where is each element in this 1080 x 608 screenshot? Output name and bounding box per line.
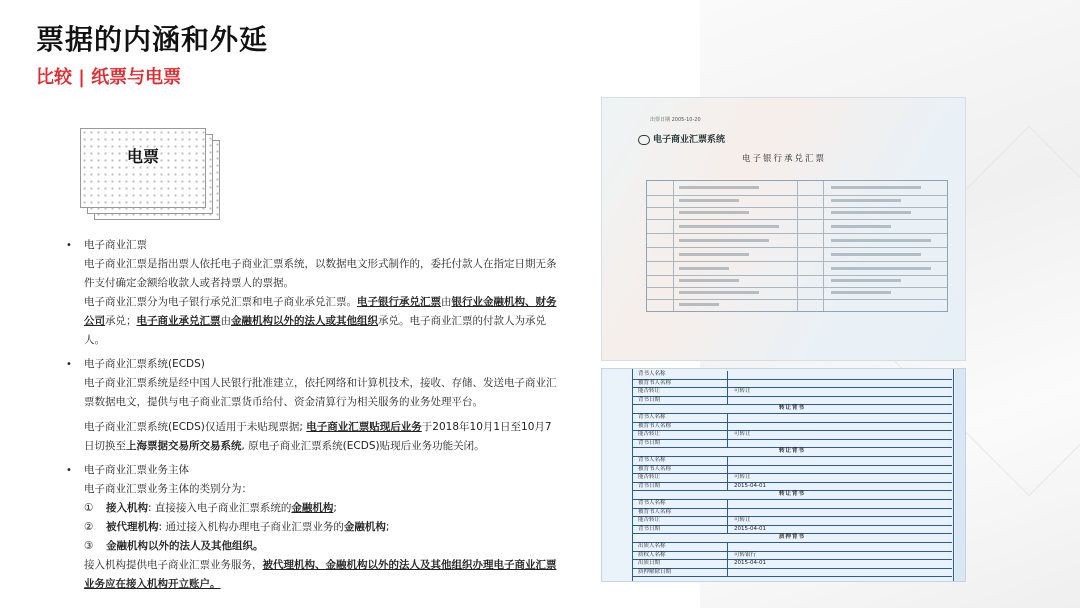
- paragraph: 电子商业汇票系统是经中国人民银行批准建立，依托网络和计算机技术，接收、存储、发送电子商业汇票数据电文，提供与电子商业汇票货币给付、资金清算行为相关服务的业务处理平台。: [84, 377, 557, 408]
- endorsement-field-label: 能否转让: [638, 431, 661, 438]
- endorsement-row: [632, 466, 952, 475]
- endorsement-section-title: [632, 491, 952, 500]
- endorsement-field-label: 能否转让: [638, 517, 661, 524]
- endorsement-field-label: 被背书人名称: [638, 465, 672, 472]
- paragraph: [84, 418, 558, 456]
- endorsement-field-label: 转让背书: [778, 448, 805, 455]
- document-stack-icon: [80, 128, 218, 218]
- endorsement-row: [632, 500, 952, 509]
- main-content: [66, 236, 558, 599]
- e-draft-image: [601, 97, 966, 361]
- text: : 直接接入电子商业汇票系统的: [148, 502, 292, 514]
- endorsement-row: [632, 431, 952, 440]
- endorsement-row: [632, 509, 952, 518]
- endorsement-field-value: 可转银行: [734, 551, 757, 558]
- endorsement-row: [632, 380, 952, 389]
- list-item: [84, 499, 558, 518]
- card-label: 电票: [126, 147, 159, 166]
- text: 接入机构提供电子商业汇票业务服务，: [84, 559, 263, 571]
- paragraph: [84, 293, 558, 350]
- section-business-entities: [66, 461, 558, 594]
- text: 电子商业汇票系统(ECDS)仅适用于未贴现票据;: [84, 421, 307, 433]
- endorsement-field-label: 能否转让: [638, 474, 661, 481]
- logo-text: 电子商业汇票系统: [653, 135, 726, 145]
- highlight-text: 被代理机构: [106, 521, 159, 533]
- endorsement-row: [632, 371, 952, 380]
- endorsement-field-label: 背书日期: [638, 396, 661, 403]
- highlight-text: 接入机构: [106, 502, 148, 514]
- endorsement-row: [632, 560, 952, 569]
- endorsement-row: [632, 388, 952, 397]
- ecds-logo: [638, 132, 725, 145]
- endorsement-field-value: 可转让: [734, 431, 751, 438]
- list-number: ①: [84, 502, 94, 514]
- highlight-text: 金融机构: [291, 502, 334, 514]
- highlight-text: 电子银行承兑汇票: [357, 296, 441, 308]
- endorsement-row: [632, 423, 952, 432]
- list-item: [84, 518, 558, 537]
- draft-title: 电子银行承兑汇票: [742, 154, 827, 164]
- endorsement-field-label: 质押背书: [778, 534, 805, 541]
- text: : 通过接入机构办理电子商业汇票业务的: [158, 521, 344, 533]
- text: ;: [333, 502, 337, 514]
- endorsement-field-value: 2015-04-01: [734, 482, 766, 489]
- highlight-text: 电子商业承兑汇票: [136, 315, 221, 327]
- endorsement-field-label: 转让背书: [778, 405, 805, 412]
- highlight-text: 被代理机构、金融机构以外的法人及其他组织办理电子商业汇票业务应在接入机构开立账户。: [84, 559, 557, 590]
- text: 承兑；: [105, 315, 137, 327]
- highlight-text: 上海票据交易所交易系统: [126, 440, 242, 452]
- section-heading: • 电子商业汇票系统(ECDS): [66, 355, 558, 374]
- endorsement-row: [632, 517, 952, 526]
- endorsement-record-image: [601, 368, 966, 582]
- paragraph: [84, 556, 558, 594]
- text: ;: [385, 521, 390, 533]
- paragraph: 电子商业汇票业务主体的类别分为：: [84, 483, 252, 495]
- endorsement-field-label: 背书人名称: [638, 414, 666, 420]
- endorsement-section-title: [632, 534, 952, 543]
- endorsement-field-value: 2015-04-01: [734, 560, 766, 567]
- logo-mark-icon: [638, 135, 650, 145]
- endorsement-row: [632, 569, 952, 578]
- document-page-front: [80, 128, 206, 208]
- endorsement-field-label: 被背书人名称: [638, 508, 672, 515]
- endorsement-field-value: 可转让: [734, 517, 751, 524]
- paragraph: 电子商业汇票是指出票人依托电子商业汇票系统，以数据电文形式制作的，委托付款人在指定日期无条件支付确定金额给收款人或者持票人的票据。: [84, 258, 557, 289]
- section-ecommercial-draft: [66, 236, 558, 350]
- text: 由: [220, 315, 231, 327]
- endorsement-field-value: 2015-04-01: [734, 525, 766, 532]
- endorsement-field-label: 被背书人名称: [638, 379, 672, 386]
- endorsement-field-label: 背书人名称: [638, 371, 666, 377]
- draft-form-grid: [646, 180, 948, 312]
- endorsement-field-label: 背书日期: [638, 525, 661, 532]
- endorsement-row: [632, 552, 952, 561]
- page-subtitle: 比较 | 纸票与电票: [36, 67, 182, 88]
- section-ecds: [66, 355, 558, 456]
- text: , 原电子商业汇票系统(ECDS)贴现后业务功能关闭。: [241, 440, 485, 452]
- text: 由: [441, 296, 452, 308]
- page-title: 票据的内涵和外延: [36, 23, 269, 56]
- highlight-text: 金融机构: [343, 521, 386, 533]
- endorsement-field-label: 转让背书: [778, 491, 805, 498]
- highlight-text: 电子商业汇票贴现后业务: [306, 421, 422, 433]
- list-number: ②: [84, 521, 94, 533]
- endorsement-field-label: 质权人名称: [638, 551, 666, 558]
- endorsement-section-title: [632, 405, 952, 414]
- endorsement-section-title: [632, 448, 952, 457]
- highlight-text: 金融机构以外的法人或其他组织: [231, 315, 378, 327]
- text: 承兑。电子商业汇票的付款人为承兑人。: [84, 315, 546, 346]
- endorsement-field-label: 背书人名称: [638, 500, 666, 506]
- endorsement-field-value: 可转让: [734, 474, 751, 481]
- endorsement-row: [632, 457, 952, 466]
- endorsement-row: [632, 474, 952, 483]
- section-heading: • 电子商业汇票: [66, 236, 558, 255]
- endorsement-field-label: 出质日期: [638, 560, 661, 567]
- highlight-text: 银行业金融机构、财务公司: [84, 296, 557, 327]
- endorsement-field-label: 出质人名称: [638, 543, 666, 549]
- endorsement-field-label: 被背书人名称: [638, 422, 672, 429]
- text: 于2018年10月1日至10月7日切换至: [84, 421, 552, 452]
- draft-date: 出票日期 2005-10-20: [650, 117, 701, 123]
- endorsement-row: [632, 543, 952, 552]
- endorsement-row: [632, 414, 952, 423]
- list-item: [84, 537, 558, 556]
- text: 电子商业汇票分为电子银行承兑汇票和电子商业承兑汇票。: [84, 296, 357, 308]
- endorsement-field-label: 背书日期: [638, 439, 661, 446]
- list-number: ③: [84, 540, 94, 552]
- highlight-text: 金融机构以外的法人及其他组织。: [106, 540, 264, 552]
- endorsement-field-label: 背书人名称: [638, 457, 666, 463]
- section-heading: • 电子商业汇票业务主体: [66, 461, 558, 480]
- endorsement-field-label: 质押解除日期: [638, 568, 672, 575]
- endorsement-field-label: 能否转让: [638, 388, 661, 395]
- endorsement-field-value: 可转让: [734, 388, 751, 395]
- endorsement-field-label: 背书日期: [638, 482, 661, 489]
